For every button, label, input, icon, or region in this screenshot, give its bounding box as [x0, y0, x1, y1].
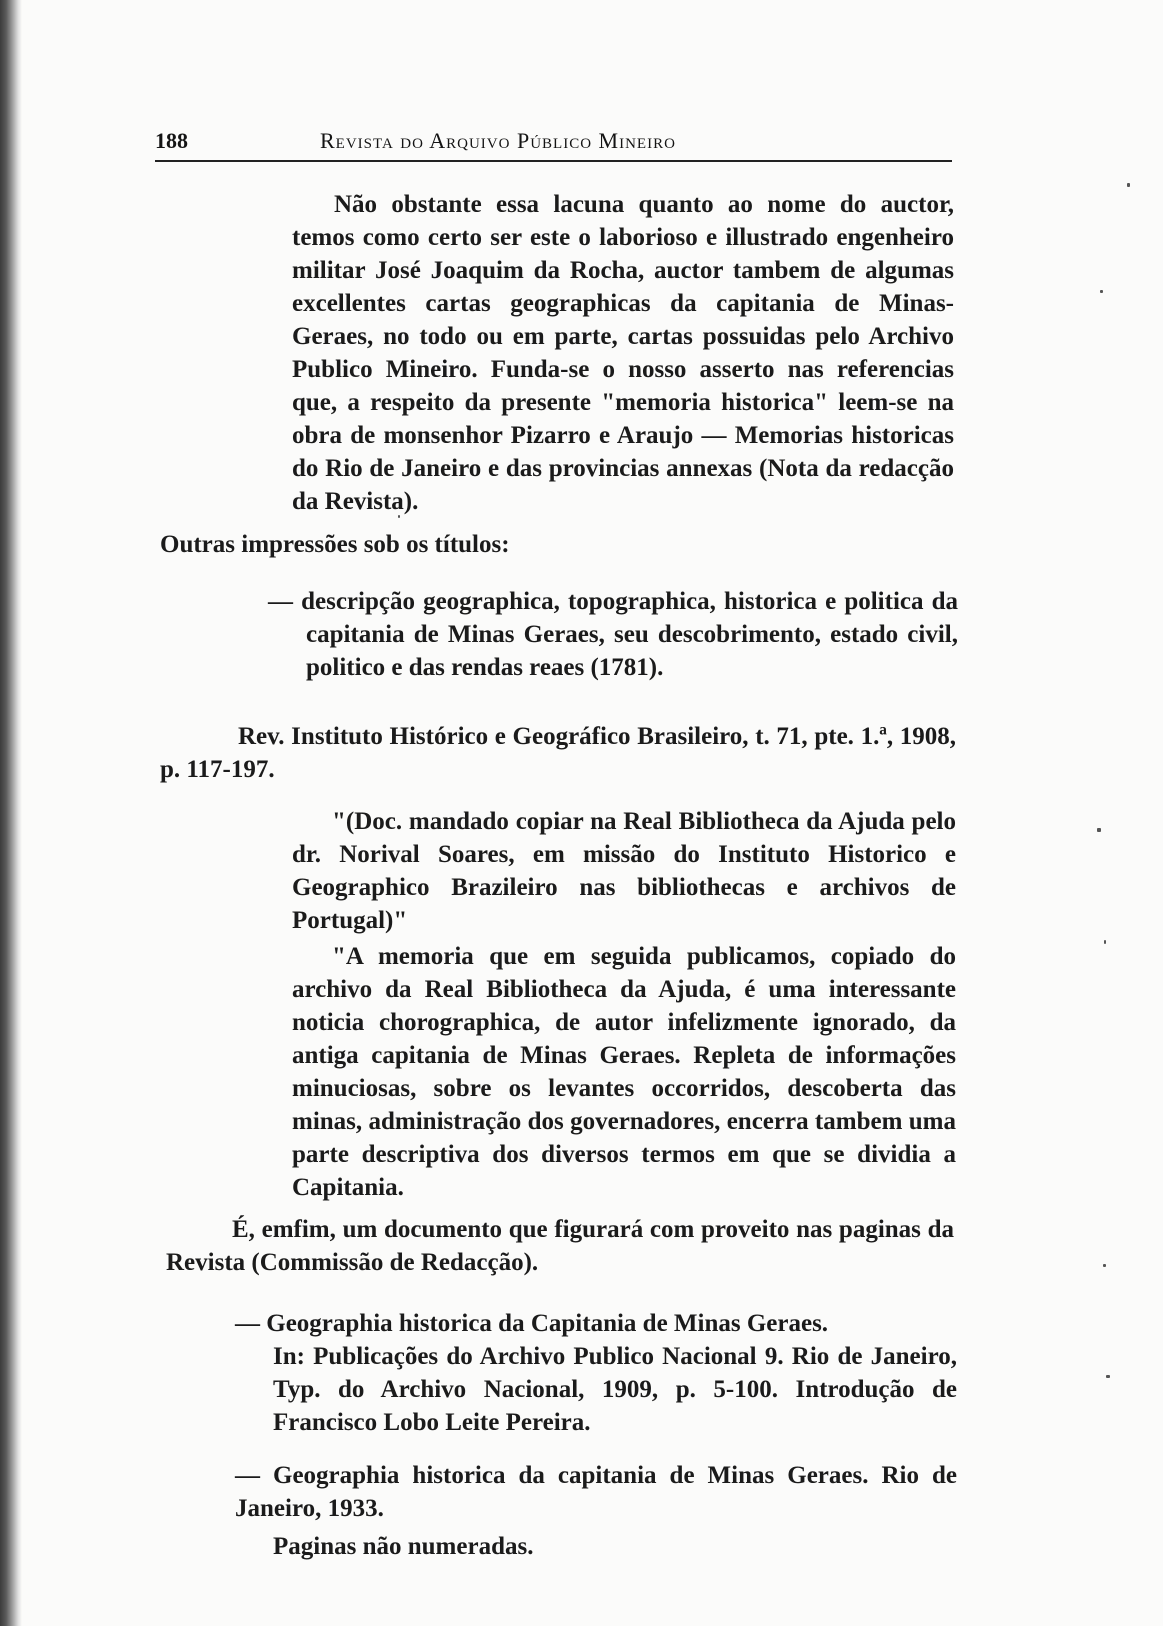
- bibliography-entry-3: — Geographia historica da capitania de Minas Geraes. Rio de Janeiro, 1933.: [235, 1462, 957, 1522]
- page-header: [155, 128, 955, 160]
- running-title: Revista do Arquivo Público Mineiro: [320, 128, 676, 153]
- header-rule: [155, 160, 952, 162]
- citation-paragraph: Rev. Instituto Histórico e Geográfico Brasileiro, t. 71, pte. 1.ª, 1908, p. 117-197.: [160, 723, 956, 783]
- quoted-paragraph-1: "(Doc. mandado copiar na Real Bibliotheca da Ajuda pelo dr. Norival Soares, em missão do Instituto Historico e Geographico Brazileiro nas bibliothecas e archivos de Portugal)": [292, 808, 956, 934]
- closing-paragraph: É, emfim, um documento que figurará com proveito nas paginas da Revista (Commissão de Redacção).: [166, 1216, 954, 1276]
- bibliography-entry-1: — descripção geographica, topographica, historica e politica da capitania de Minas Geraes, seu descobrimento, estado civil, politico e das rendas reaes (1781).: [268, 588, 958, 681]
- entry-2-title: — Geographia historica da Capitania de Minas Geraes.: [235, 1310, 829, 1337]
- entry-3-note: Paginas não numeradas.: [273, 1533, 534, 1560]
- editorial-note-paragraph: Não obstante essa lacuna quanto ao nome do auctor, temos como certo ser este o laborioso e illustrado engenheiro militar José Joaquim da Rocha, auctor tambem de algumas excellentes cartas geographicas da capitania de Minas-Geraes, no todo ou em parte, cartas possuidas pelo Archivo Publico Mineiro. Funda-se o nosso asserto nas referencias que, a respeito da presente "memoria historica" leem-se na obra de monsenhor Pizarro e Araujo — Memorias historicas do Rio de Janeiro e das provincias annexas (Nota da redacção da Revista).: [292, 191, 954, 515]
- entry-2-body: In: Publicações do Archivo Publico Nacional 9. Rio de Janeiro, Typ. do Archivo Nacional, 1909, p. 5-100. Introdução de Francisco Lobo Leite Pereira.: [273, 1343, 957, 1436]
- page-binding-edge: [0, 0, 22, 1626]
- page-number: 188: [155, 128, 188, 153]
- other-editions-heading: Outras impressões sob os títulos:: [160, 531, 510, 558]
- bibliography-entry-2: [235, 1307, 957, 1439]
- quoted-paragraph-2: "A memoria que em seguida publicamos, copiado do archivo da Real Bibliotheca da Ajuda, é uma interessante noticia chorographica, de autor infelizmente ignorado, da antiga capitania de Minas Geraes. Repleta de informações minuciosas, sobre os levantes occorridos, descoberta das minas, administração dos governadores, encerra tambem uma parte descriptiva dos diversos termos em que se dividia a Capitania.: [292, 943, 956, 1201]
